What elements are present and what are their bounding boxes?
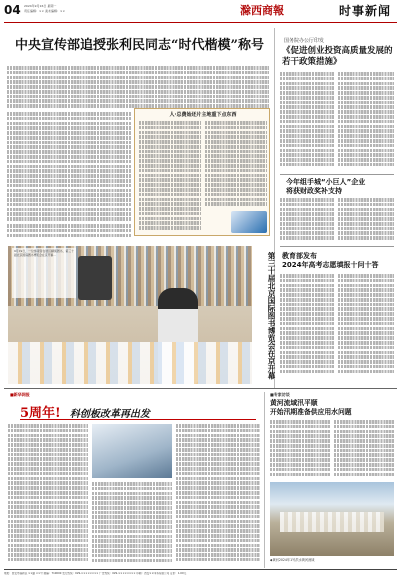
state-council-text-col2 — [338, 72, 394, 170]
flood-kicker: ■专家访谈 — [270, 392, 290, 397]
sci-week-text-col1 — [8, 424, 88, 566]
date-line: 2024年9月16日 星期一 — [24, 4, 57, 8]
lead-body-left — [7, 112, 131, 222]
flood-headline: 黄河流域汛平顺 开始汛期准备供应用水问题 — [270, 399, 352, 416]
lead-intro-text — [7, 66, 269, 110]
book-fair-caption: 9月19日，一位参观者在展区翻阅图书，第三十届北京国际图书博览会在京开幕... — [12, 248, 76, 298]
section-title: 时事新闻 — [339, 4, 392, 18]
masthead-rule — [4, 22, 397, 23]
sci-week-headline: 5周年! — [20, 406, 61, 421]
flood-text-col1 — [270, 420, 330, 478]
education-headline: 教育部发布 2024年高考志愿填报十问十答 — [282, 252, 379, 269]
sci-week-red-bar — [20, 419, 256, 420]
inset-title: 人·总费始还片主地重下点东西 — [169, 112, 237, 118]
dam-water-graphic — [280, 512, 384, 532]
footer-line: 地址：西安市高新区 ××路 ××号 邮编：710000 发行热线：029-×××××××× 广告热线：029-×××××××× 印刷：西安××印务有限公司 定价：1.00元 — [4, 572, 187, 575]
book-fair-vertical-headline: 第三十届北京国际图书博览会在京开幕 — [267, 252, 276, 380]
inset-banner-graphic — [231, 211, 267, 233]
sci-week-text-col2 — [92, 482, 172, 566]
lead-body-bottom — [7, 224, 131, 240]
sci-week-headline-row — [20, 402, 256, 421]
education-text-col2 — [338, 274, 394, 376]
page-number: 04 — [4, 3, 21, 17]
little-giant-headline: 今年组手城“小巨人”企业 将获财政奖补支持 — [286, 178, 366, 195]
sci-week-kicker: ■新华网报 — [10, 392, 30, 397]
column-divider-lower — [264, 392, 265, 568]
little-giant-text-col2 — [338, 198, 394, 242]
divider-state-council — [280, 174, 394, 175]
sci-week-photo — [92, 424, 172, 478]
flood-photo-caption: ◆黄河2024年1号洪水黄河流域 — [270, 558, 315, 562]
book-fair-photo — [8, 246, 252, 384]
paper-logo: 滁西商報 — [240, 4, 284, 17]
footer-rule — [4, 569, 397, 570]
inset-text-col1 — [139, 121, 201, 233]
book-display-table — [8, 342, 252, 384]
state-council-kicker: 国务院办公厅印发 — [284, 38, 325, 44]
editor-line: 责任编辑：×× 美术编辑：×× — [24, 9, 66, 13]
sci-week-text-col3 — [176, 424, 260, 566]
education-text-col1 — [280, 274, 334, 376]
little-giant-text-col1 — [280, 198, 334, 242]
lead-headline: 中央宣传部追授张利民同志“时代楷模”称号 — [15, 38, 264, 53]
state-council-headline: 《促进创业投资高质量发展的若干政策措施》 — [282, 46, 393, 67]
lead-inset-box — [134, 108, 270, 236]
state-council-text-col1 — [280, 72, 334, 170]
sci-week-headline-rest: 科创板改革再出发 — [69, 409, 150, 420]
portrait-graphic — [78, 256, 112, 300]
flood-photo — [270, 482, 394, 556]
flood-text-col2 — [334, 420, 394, 478]
divider-mid-page — [4, 388, 397, 389]
divider-little-giant — [280, 246, 394, 247]
masthead — [4, 3, 397, 21]
inset-text-col2 — [205, 121, 267, 211]
